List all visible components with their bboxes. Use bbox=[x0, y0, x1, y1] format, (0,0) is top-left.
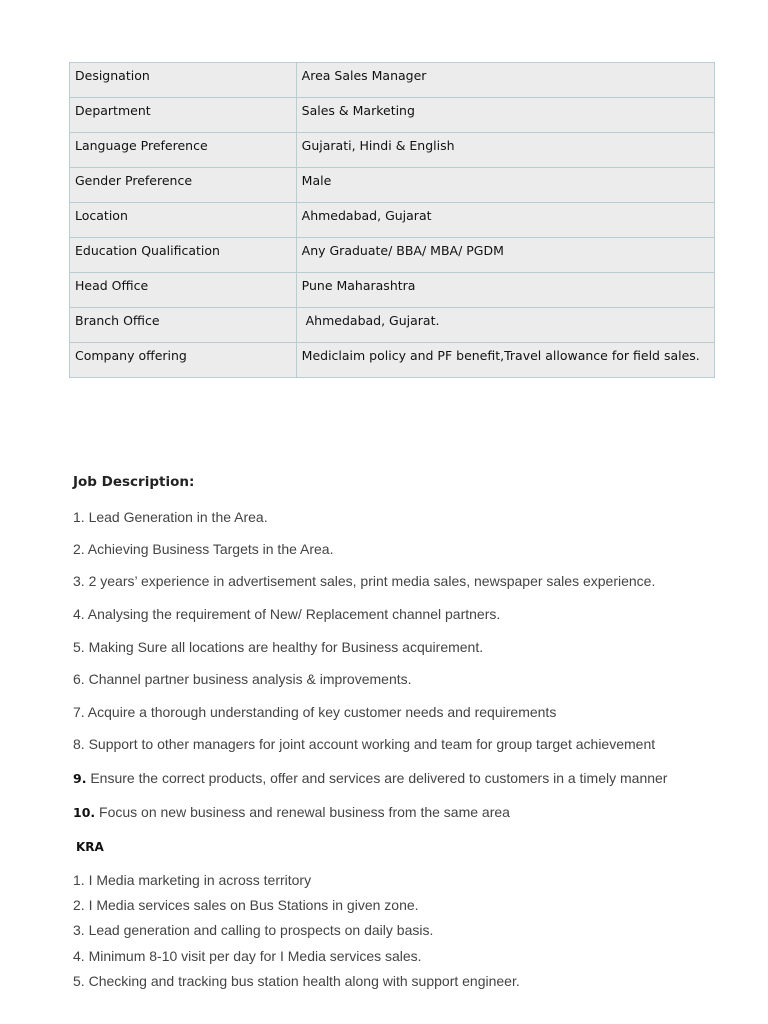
row-label: Language Preference bbox=[70, 133, 297, 168]
table-row bbox=[70, 238, 715, 273]
item-number: 1. bbox=[73, 509, 85, 525]
row-value: Pune Maharashtra bbox=[296, 273, 714, 308]
item-text: Acquire a thorough understanding of key customer needs and requirements bbox=[84, 704, 557, 720]
table-row bbox=[70, 168, 715, 203]
list-item bbox=[73, 606, 500, 622]
list-item bbox=[73, 541, 333, 557]
item-text: Channel partner business analysis & improvements. bbox=[84, 671, 412, 687]
item-number: 2. bbox=[73, 541, 85, 557]
table-row bbox=[70, 133, 715, 168]
list-item bbox=[73, 804, 510, 820]
row-label: Education Qualification bbox=[70, 238, 297, 273]
list-item bbox=[73, 736, 655, 752]
list-item bbox=[73, 704, 556, 720]
item-text: Support to other managers for joint account working and team for group target achievement bbox=[84, 736, 656, 752]
row-value: Mediclaim policy and PF benefit,Travel allowance for field sales. bbox=[296, 343, 714, 378]
row-value: Gujarati, Hindi & English bbox=[296, 133, 714, 168]
job-description-heading: Job Description: bbox=[73, 474, 195, 490]
list-item bbox=[73, 948, 422, 964]
item-text: Checking and tracking bus station health along with support engineer. bbox=[84, 973, 520, 989]
item-number: 6. bbox=[73, 671, 85, 687]
table-row bbox=[70, 343, 715, 378]
item-number: 2. bbox=[73, 897, 85, 913]
row-value: Any Graduate/ BBA/ MBA/ PGDM bbox=[296, 238, 714, 273]
item-text: Ensure the correct products, offer and services are delivered to customers in a timely manner bbox=[86, 770, 668, 786]
row-label: Head Office bbox=[70, 273, 297, 308]
list-item bbox=[73, 872, 311, 888]
kra-heading: KRA bbox=[76, 840, 104, 854]
row-label: Designation bbox=[70, 63, 297, 98]
row-label: Gender Preference bbox=[70, 168, 297, 203]
job-details-table bbox=[69, 62, 715, 378]
item-text: I Media services sales on Bus Stations in given zone. bbox=[84, 897, 419, 913]
item-number: 9. bbox=[73, 771, 87, 786]
list-item bbox=[73, 573, 655, 589]
row-value: Ahmedabad, Gujarat bbox=[296, 203, 714, 238]
table-row bbox=[70, 98, 715, 133]
item-number: 3. bbox=[73, 922, 85, 938]
row-label: Location bbox=[70, 203, 297, 238]
item-number: 5. bbox=[73, 973, 85, 989]
item-number: 3. bbox=[73, 573, 85, 589]
item-number: 4. bbox=[73, 606, 85, 622]
table-row bbox=[70, 203, 715, 238]
item-number: 8. bbox=[73, 736, 85, 752]
list-item bbox=[73, 922, 433, 938]
table-row bbox=[70, 308, 715, 343]
item-number: 1. bbox=[73, 872, 85, 888]
row-label: Department bbox=[70, 98, 297, 133]
item-number: 10. bbox=[73, 805, 96, 820]
table-row bbox=[70, 273, 715, 308]
item-text: I Media marketing in across territory bbox=[84, 872, 312, 888]
item-number: 7. bbox=[73, 704, 85, 720]
row-label: Branch Office bbox=[70, 308, 297, 343]
row-value: Sales & Marketing bbox=[296, 98, 714, 133]
row-value: Ahmedabad, Gujarat. bbox=[296, 308, 714, 343]
list-item bbox=[73, 770, 667, 786]
item-text: Making Sure all locations are healthy for Business acquirement. bbox=[84, 639, 484, 655]
list-item bbox=[73, 671, 412, 687]
item-text: Analysing the requirement of New/ Replacement channel partners. bbox=[84, 606, 501, 622]
item-text: Lead generation and calling to prospects on daily basis. bbox=[84, 922, 434, 938]
row-label: Company offering bbox=[70, 343, 297, 378]
item-number: 4. bbox=[73, 948, 85, 964]
item-text: Achieving Business Targets in the Area. bbox=[84, 541, 334, 557]
table-row bbox=[70, 63, 715, 98]
row-value: Male bbox=[296, 168, 714, 203]
item-text: Lead Generation in the Area. bbox=[84, 509, 268, 525]
item-text: Focus on new business and renewal business from the same area bbox=[95, 804, 510, 820]
list-item bbox=[73, 509, 268, 525]
list-item bbox=[73, 973, 520, 989]
item-text: 2 years’ experience in advertisement sales, print media sales, newspaper sales experience. bbox=[84, 573, 656, 589]
list-item bbox=[73, 897, 419, 913]
item-text: Minimum 8-10 visit per day for I Media services sales. bbox=[84, 948, 422, 964]
row-value: Area Sales Manager bbox=[296, 63, 714, 98]
item-number: 5. bbox=[73, 639, 85, 655]
list-item bbox=[73, 639, 483, 655]
